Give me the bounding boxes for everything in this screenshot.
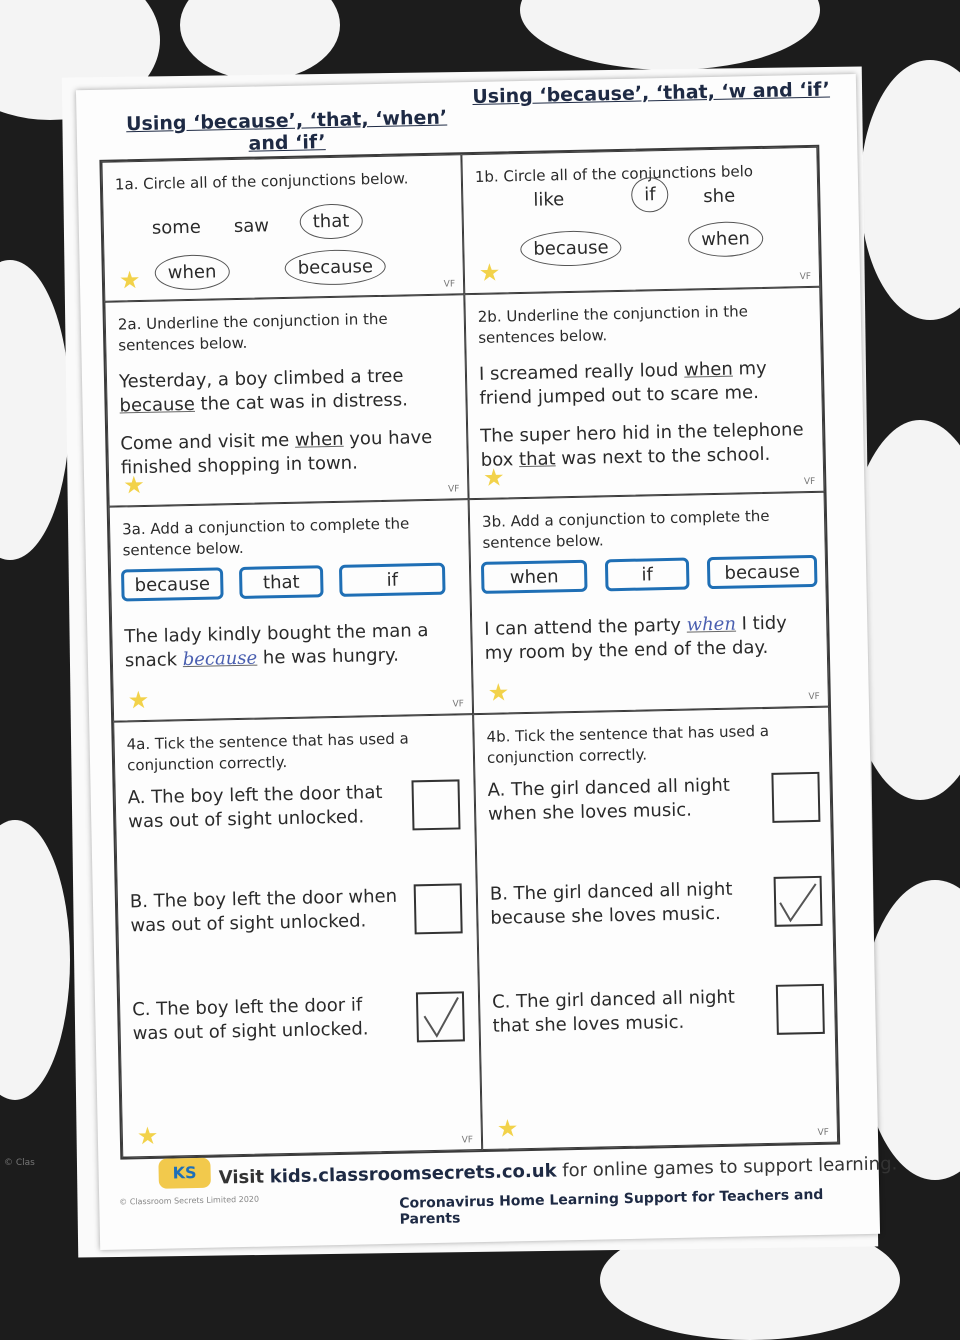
option-that[interactable]: that <box>239 565 324 599</box>
worksheet <box>76 74 898 1250</box>
q2a-s2-pre: Come and visit me <box>120 429 296 455</box>
fabric-pattern <box>520 0 820 70</box>
q2a-s2-post: you have finished shopping in town. <box>120 426 433 479</box>
q2a-cell <box>104 294 468 506</box>
star-icon: ★ <box>122 470 146 500</box>
word-she[interactable]: she <box>703 185 736 208</box>
footer-copyright: © Classroom Secrets Limited 2020 <box>119 1194 260 1207</box>
q2b-prompt: 2b. Underline the conjunction in the sentences below. <box>477 302 749 347</box>
tickbox-4a-b[interactable] <box>414 883 463 934</box>
vf-label: VF <box>799 271 812 283</box>
word-some[interactable]: some <box>151 216 202 239</box>
q1b-prompt: 1b. Circle all of the conjunctions belo <box>474 162 754 186</box>
q4b-option-b: B. The girl danced all night because she loves music. <box>489 878 733 929</box>
tick-mark-icon <box>418 993 463 1040</box>
q2b-s2-post: was next to the school. <box>555 443 771 470</box>
q3b-prompt: 3b. Add a conjunction to complete the sentence below. <box>481 506 770 552</box>
title-left: Using ‘because’, ‘that, ‘when’ and ‘if’ <box>125 106 448 155</box>
tickbox-4b-a[interactable] <box>771 772 820 823</box>
tickbox-4a-c[interactable] <box>416 991 465 1042</box>
q2a-prompt: 2a. Underline the conjunction in the sentences below. <box>117 309 388 355</box>
q2b-cell <box>464 287 824 499</box>
q4b-cell <box>473 707 838 1150</box>
tick-mark-icon <box>776 878 821 925</box>
q2b-sentence-1 <box>479 356 810 411</box>
q3b-cell <box>469 492 829 714</box>
q2a-s1-pre: Yesterday, a boy climbed a tree <box>118 365 404 393</box>
q4b-option-c: C. The girl danced all night that she loves music. <box>491 986 736 1037</box>
q3a-sentence-post: he was hungry. <box>256 644 400 669</box>
option-because-b[interactable]: because <box>707 555 818 589</box>
option-if-b[interactable]: if <box>605 558 690 592</box>
q4a-option-a: A. The boy left the door that was out of sight unlocked. <box>127 782 383 833</box>
word-that[interactable]: that <box>299 203 362 239</box>
star-icon: ★ <box>482 463 505 492</box>
q1a-prompt: 1a. Circle all of the conjunctions below. <box>114 169 409 194</box>
star-icon: ★ <box>496 1114 519 1143</box>
vf-label: VF <box>443 279 456 290</box>
q2b-sentence-2 <box>480 418 811 473</box>
word-like[interactable]: like <box>533 189 565 211</box>
footer-line-1 <box>219 1152 939 1188</box>
q2a-sentence-2 <box>120 425 455 480</box>
star-icon: ★ <box>136 1121 159 1151</box>
word-saw[interactable]: saw <box>233 215 270 238</box>
option-because[interactable]: because <box>121 567 224 601</box>
q3a-sentence-pre: The lady kindly bought the man a snack <box>124 620 429 672</box>
tickbox-4b-b[interactable] <box>774 876 823 927</box>
star-icon: ★ <box>478 258 501 287</box>
q4a-option-b: B. The boy left the door when was out of sight unlocked. <box>129 885 398 937</box>
q2a-s1-post: the cat was in distress. <box>194 389 409 415</box>
vf-label: VF <box>803 476 816 488</box>
star-icon: ★ <box>127 685 150 715</box>
word-because[interactable]: because <box>284 249 386 286</box>
q3b-sentence-pre: I can attend the party <box>484 614 687 640</box>
star-icon: ★ <box>487 678 510 707</box>
footer-tail: for online games to support learning. <box>556 1153 898 1182</box>
tickbox-4a-a[interactable] <box>411 779 460 830</box>
q2b-s2-conj[interactable]: that <box>518 448 556 471</box>
q3a-answer[interactable]: because <box>182 647 258 671</box>
vf-label: VF <box>452 699 464 710</box>
fabric-pattern <box>0 260 70 560</box>
word-if[interactable]: if <box>631 177 669 213</box>
option-when[interactable]: when <box>481 560 588 594</box>
footer-line-2: Coronavirus Home Learning Support for Teachers and Parents <box>399 1186 824 1228</box>
q3b-sentence-post: I tidy my room by the end of the day. <box>484 612 788 664</box>
q3a-cell <box>109 499 473 721</box>
q4a-option-c: C. The boy left the door if was out of sight unlocked. <box>131 994 369 1045</box>
vf-label: VF <box>447 484 460 495</box>
q4a-prompt: 4a. Tick the sentence that has used a conjunction correctly. <box>126 729 409 775</box>
side-copyright: © Clas <box>4 1158 35 1168</box>
q3a-sentence <box>124 618 465 673</box>
footer-visit: Visit <box>218 1166 265 1189</box>
footer-site-link[interactable]: kids.classroomsecrets.co.uk <box>269 1160 557 1188</box>
q2a-s2-conj[interactable]: when <box>294 428 344 451</box>
word-when[interactable]: when <box>154 254 229 291</box>
q2a-sentence-1 <box>119 363 454 418</box>
fabric-pattern <box>180 0 340 80</box>
star-icon: ★ <box>118 265 141 295</box>
q4b-prompt: 4b. Tick the sentence that has used a conjunction correctly. <box>486 721 770 767</box>
q2a-s1-conj[interactable]: because <box>119 393 196 417</box>
q1a-cell <box>101 154 464 302</box>
word-because-b[interactable]: because <box>520 230 622 267</box>
q2b-s1-post: my friend jumped out to scare me. <box>479 357 767 409</box>
option-if[interactable]: if <box>339 563 446 597</box>
q3a-prompt: 3a. Add a conjunction to complete the sentence below. <box>121 514 410 560</box>
q2b-s1-pre: I screamed really loud <box>478 359 685 385</box>
tickbox-4b-c[interactable] <box>776 984 825 1035</box>
vf-label: VF <box>817 1127 830 1138</box>
q3b-answer[interactable]: when <box>686 613 737 636</box>
q1b-cell <box>461 147 820 294</box>
fabric-pattern <box>860 60 960 320</box>
q2b-s2-pre: The super hero hid in the telephone box <box>480 419 804 471</box>
title-right: Using ‘because’, ‘that, ‘w and ‘if’ <box>472 78 831 108</box>
question-grid <box>99 145 840 1160</box>
vf-label: VF <box>461 1135 474 1146</box>
classroom-secrets-logo: KS <box>158 1158 211 1189</box>
q3b-sentence <box>484 611 821 666</box>
q4b-option-a: A. The girl danced all night when she loves music. <box>487 774 731 825</box>
vf-label: VF <box>808 691 820 703</box>
q2b-s1-conj[interactable]: when <box>683 358 734 381</box>
word-when-b[interactable]: when <box>688 221 763 258</box>
fabric-pattern <box>0 820 70 1100</box>
q4a-cell <box>113 714 482 1157</box>
